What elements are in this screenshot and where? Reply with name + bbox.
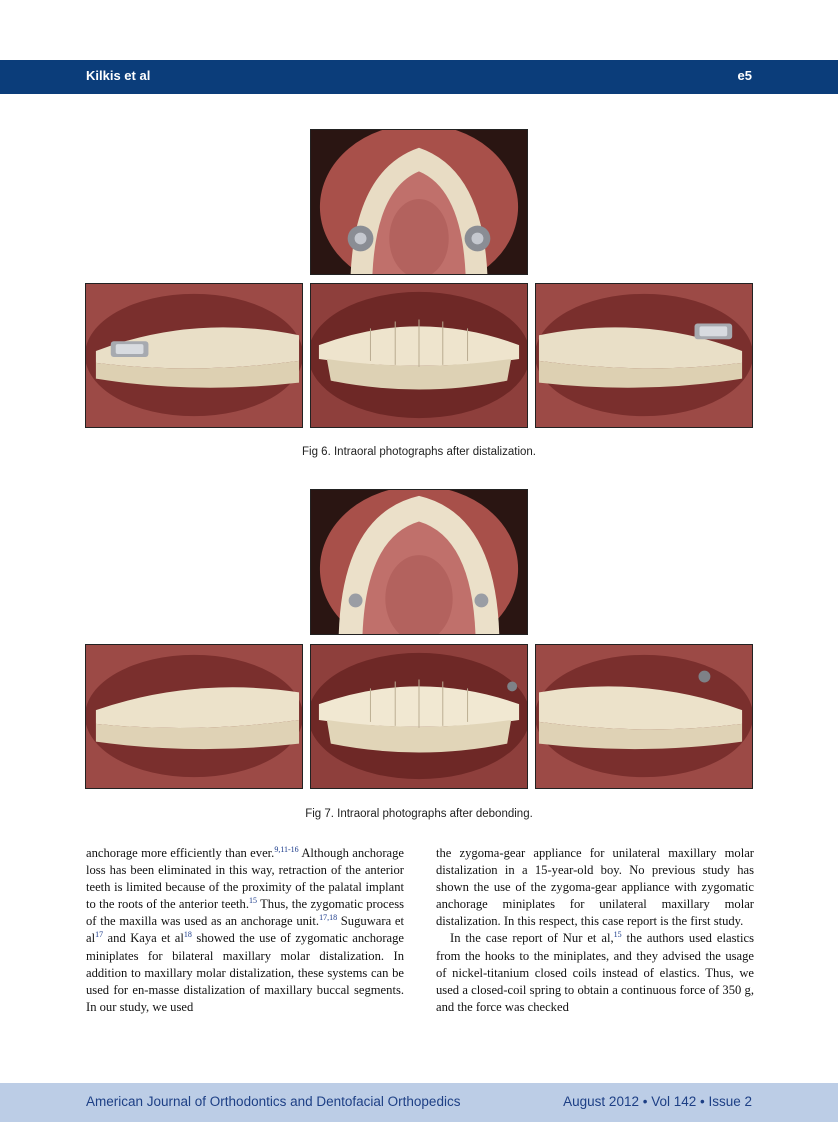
fig6-frontal-photo — [310, 283, 528, 428]
body-paragraph: anchorage more efficiently than ever.$^{9,11-16}$ Although anchorage loss has been eliminated in this way, retraction of the anterior teeth is limited because of the proximity of the palatal implant to the roots of the anterior teeth.$^{15}$ Thus, the zygomatic process of the maxilla was used as an anchorage unit.$^{17,18}$ Suguwara et $al^{17}$ and Kaya et $al^{18}$ showed the use of zygomatic anchorage miniplates for bilateral maxillary molar distalization. In addition to maxillary molar distalization, these systems can be used for en-masse distalization of maxillary buccal segments. In our study, we used — [86, 844, 405, 1014]
body-paragraph: In the case report of Nur et al,$^{15}$ the authors used elastics from the hooks to the miniplates, and they advised the usage of nickel-titanium closed coils instead of elastics. Thus, we used a closed-coil spring to obtain a continuous force of 350 g, and the force was checked — [436, 930, 754, 1014]
citation-superscript: 15 — [248, 896, 257, 906]
fig6-right-lateral-photo — [85, 283, 303, 428]
fig7-occlusal-photo — [310, 489, 528, 635]
body-column-left — [86, 845, 404, 1016]
fig7-left-lateral-photo — [535, 644, 753, 789]
citation-superscript: 15 — [613, 930, 622, 940]
issue-info: August 2012 • Vol 142 • Issue 2 — [563, 1094, 752, 1109]
body-column-right — [436, 845, 754, 1016]
citation-superscript: 18 — [183, 930, 192, 940]
citation-superscript: 9,11-16 — [274, 844, 299, 854]
running-header — [0, 60, 838, 94]
fig6-caption: Fig 6. Intraoral photographs after distalization. — [302, 446, 536, 458]
fig6-occlusal-photo — [310, 129, 528, 275]
page-number: e5 — [737, 68, 752, 83]
running-footer — [0, 1083, 838, 1122]
fig7-frontal-photo — [310, 644, 528, 789]
running-header-authors: Kilkis et al — [86, 68, 151, 83]
body-paragraph: the zygoma-gear appliance for unilateral maxillary molar distalization in a 15-year-old boy. No previous study has shown the use of the zygoma-gear appliance with zygomatic anchorage miniplates for unilateral maxillary molar distalization. In this respect, this case report is the first study. — [436, 846, 754, 929]
fig7-caption: Fig 7. Intraoral photographs after debonding. — [305, 808, 533, 820]
citation-superscript: 17,18 — [319, 913, 338, 923]
journal-name: American Journal of Orthodontics and Dentofacial Orthopedics — [86, 1094, 461, 1109]
fig6-left-lateral-photo — [535, 283, 753, 428]
citation-superscript: 17 — [95, 930, 104, 940]
fig7-right-lateral-photo — [85, 644, 303, 789]
